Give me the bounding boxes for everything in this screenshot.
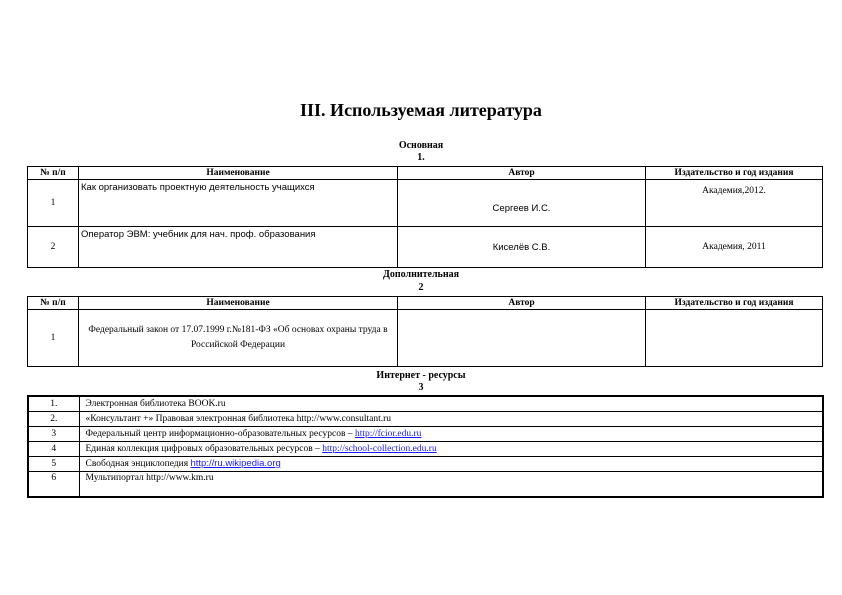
row-num: 1 [28,180,79,227]
table-row [28,472,823,498]
row-text [79,442,823,457]
main-literature-table [27,166,823,268]
row-num: 3 [28,427,79,442]
row-publisher [646,310,823,367]
table-row [28,442,823,457]
table-row [28,457,823,472]
section-main-label: Основная [398,140,444,151]
header-publisher: Издательство и год издания [646,167,823,180]
row-text [79,412,823,427]
page-title: III. Используемая литература [300,100,542,120]
table-header-row [28,167,823,180]
table-row [28,427,823,442]
row-name: Оператор ЭВМ: учебник для нач. проф. образования [79,227,398,268]
section-additional-label: Дополнительная [382,269,460,280]
row-text-label: Электронная библиотека BOOK.ru [85,399,226,409]
additional-literature-table [27,296,823,367]
row-num: 6 [28,472,79,498]
header-name: Наименование [79,167,398,180]
section-internet-number: 3 [418,382,424,393]
section-internet-label: Интернет - ресурсы [376,370,466,381]
header-num: № п/п [28,297,79,310]
row-name: Как организовать проектную деятельность учащихся [79,180,398,227]
row-num: 1 [28,310,79,367]
row-num: 5 [28,457,79,472]
row-text [79,396,823,412]
row-publisher: Академия, 2011 [646,227,823,268]
wikipedia-link[interactable]: http://ru.wikipedia.org [190,458,281,469]
row-author: Сергеев И.С. [398,180,646,227]
fcior-link[interactable]: http://fcior.edu.ru [354,429,422,439]
section-additional-number: 2 [418,282,424,293]
table-header-row [28,297,823,310]
table-row [28,396,823,412]
row-text-label: Мультипортал http://www.km.ru [85,473,214,483]
school-collection-link[interactable]: http://school-collection.edu.ru [322,444,437,454]
header-publisher: Издательство и год издания [646,297,823,310]
row-text-label: Федеральный центр информационно-образовательных ресурсов – [85,429,355,439]
row-author: Киселёв С.В. [398,227,646,268]
header-author: Автор [398,297,646,310]
row-text-label: «Консультант +» Правовая электронная библиотека http://www.consultant.ru [85,414,391,424]
header-num: № п/п [28,167,79,180]
row-author [398,310,646,367]
row-num: 2. [28,412,79,427]
row-text-label: Единая коллекция цифровых образовательных ресурсов – [85,444,323,454]
row-text [79,427,823,442]
table-row [28,310,823,367]
row-num: 2 [28,227,79,268]
row-publisher: Академия,2012. [646,180,823,227]
row-text [79,457,823,472]
header-name: Наименование [79,297,398,310]
row-num: 4 [28,442,79,457]
table-row [28,412,823,427]
internet-resources-table [27,395,824,498]
row-text-label: Свободная энциклопедия [85,459,191,469]
section-main-number: 1. [417,152,425,163]
row-name: Федеральный закон от 17.07.1999 г.№181-ФЗ «Об основах охраны труда в Российской Федерации [79,310,398,367]
row-num: 1. [28,396,79,412]
header-author: Автор [398,167,646,180]
row-text [79,472,823,498]
table-row [28,227,823,268]
table-row [28,180,823,227]
